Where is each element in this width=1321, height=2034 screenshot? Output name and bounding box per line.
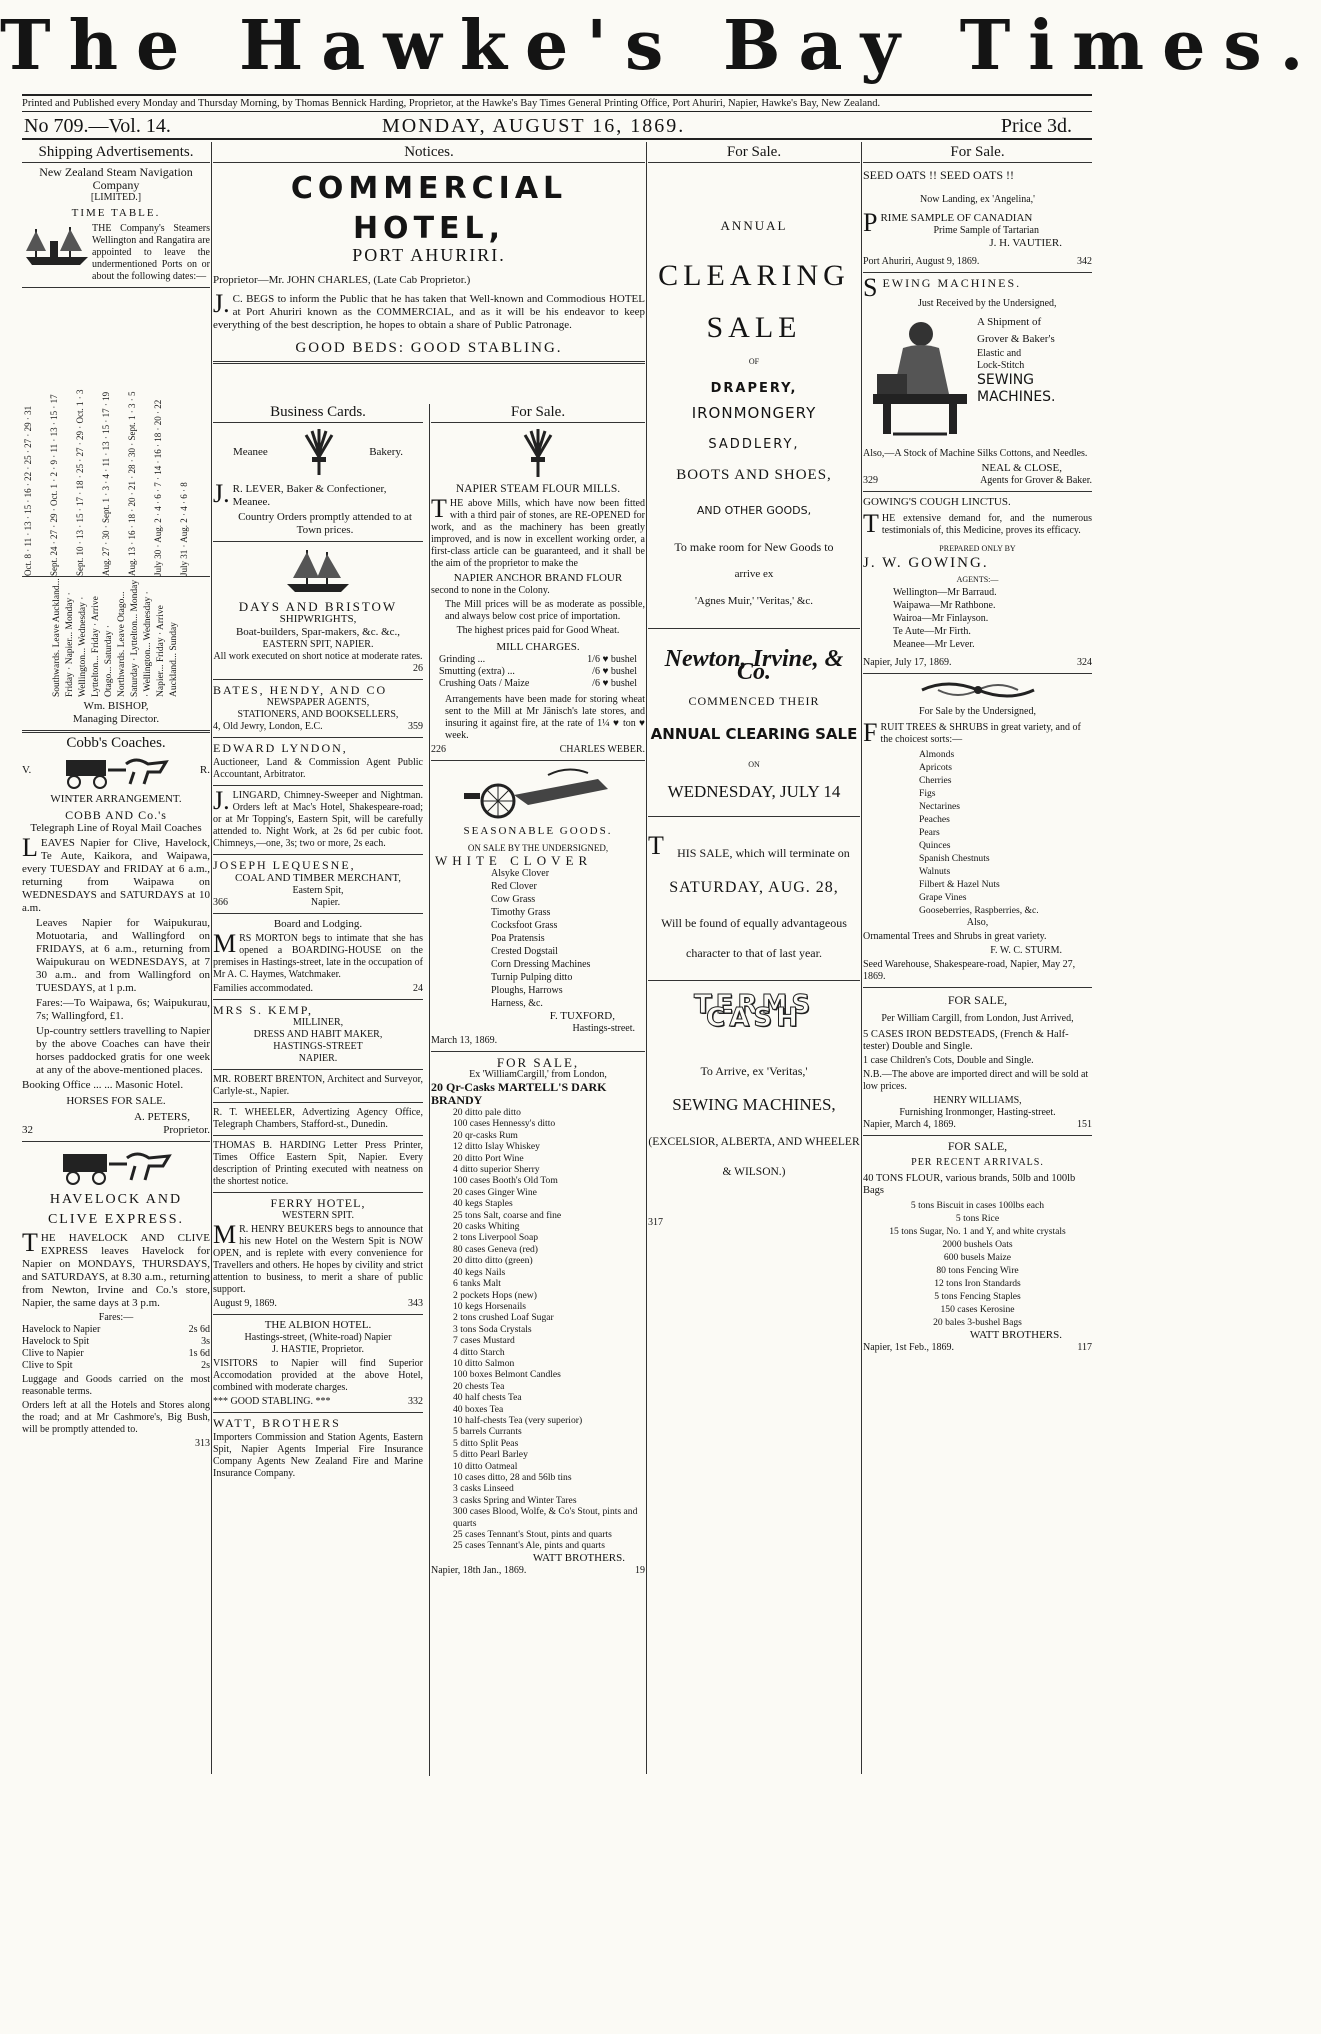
- albion-text: Hastings-street, (White-road) Napier: [244, 1332, 392, 1343]
- other-goods: AND OTHER GOODS,: [696, 504, 812, 517]
- tree-item: Walnuts: [919, 866, 951, 877]
- qr-casks: 20 Qr-Casks MARTELL'S DARK BRANDY: [431, 1080, 607, 1107]
- winter: WINTER ARRANGEMENT.: [50, 793, 182, 805]
- goods-item: 5 ditto Pearl Barley: [453, 1449, 528, 1461]
- goods-item: 3 tons Soda Crystals: [453, 1323, 532, 1335]
- hotel-proprietor: Proprietor—Mr. JOHN CHARLES, (Late Cab Proprietor.): [213, 274, 471, 286]
- goods-item: 20 casks Whiting: [453, 1221, 520, 1233]
- arrival-item: 600 busels Maize: [943, 1252, 1012, 1263]
- luggage: Luggage and Goods carried on the most reasonable terms.: [22, 1374, 210, 1397]
- goods-item: 25 tons Salt, coarse and fine: [453, 1209, 562, 1221]
- shipment: A Shipment of: [977, 316, 1042, 328]
- fare-price: 3s: [201, 1336, 210, 1347]
- issue-number: No 709.—Vol. 14.: [24, 115, 171, 137]
- goods-item: 20 ditto pale ditto: [453, 1107, 521, 1118]
- brenton: MR. ROBERT BRENTON, Architect and Surveyor, Carlyle-st., Napier.: [213, 1074, 423, 1097]
- anchor: NAPIER ANCHOR BRAND FLOUR: [453, 572, 623, 584]
- ad-date: March 13, 1869.: [431, 1035, 498, 1046]
- ferry-hotel: FERRY HOTEL,: [270, 1196, 366, 1210]
- goods-item: 12 ditto Islay Whiskey: [453, 1141, 540, 1153]
- dateline: [22, 112, 1092, 140]
- tree-item: Apricots: [919, 762, 953, 773]
- column-shipping: [22, 142, 210, 1774]
- williams: HENRY WILLIAMS,: [933, 1095, 1022, 1106]
- fare-price: 2s: [201, 1360, 210, 1371]
- days-work: All work executed on short notice at moderate rates.: [213, 651, 423, 662]
- business-cards-heading: Business Cards.: [213, 402, 423, 423]
- goods-item: 20 ditto ditto (green): [453, 1255, 533, 1267]
- timetable-col: Aug. 27 · 30 · Sept. 1 · 3 · 4 · 11 · 13 · 15 · 17 · 19: [101, 391, 111, 576]
- goods-item: 80 cases Geneva (red): [453, 1243, 538, 1255]
- ex-cargill: Ex 'WilliamCargill,' from London,: [469, 1069, 607, 1080]
- fruit-trees: FRUIT TREES & SHRUBS in great variety, and of the choicest sorts:—: [863, 718, 1081, 747]
- seed-oats: SEED OATS !! SEED OATS !!: [863, 168, 1014, 182]
- lingard: J.LINGARD, Chimney-Sweeper and Nightman. Orders left at Mac's Hotel, Shakespeare-road; or at Mr Topping's, Eastern Spit, will be carefully attended to. Night Work, at 2s 6d per cubic foot. Chimneys,—one, 3s; two or more, 2s each.: [213, 786, 423, 849]
- ornament-icon: [918, 678, 1038, 702]
- wheatsheaf-icon: [513, 427, 563, 479]
- agent-item: Wellington—Mr Barraud.: [893, 587, 997, 598]
- meanee: Meanee: [233, 445, 268, 458]
- goods-item: 40 kegs Nails: [453, 1266, 506, 1278]
- boat-builders: Boat-builders, Spar-makers, &c. &c.,: [235, 626, 401, 638]
- received: Just Received by the Undersigned,: [917, 298, 1057, 309]
- lever-text: Country Orders promptly attended to at Town prices.: [238, 511, 412, 536]
- kemp-text: MILLINER,: [292, 1017, 344, 1028]
- ships: 'Agnes Muir,' 'Veritas,' &c.: [694, 595, 814, 607]
- seed-item: Timothy Grass: [491, 907, 551, 918]
- goods-item: 100 cases Hennessy's ditto: [453, 1118, 556, 1130]
- trees-also: Also,: [966, 917, 989, 928]
- sturm: F. W. C. STURM.: [990, 945, 1062, 956]
- bedsteads: 5 CASES IRON BEDSTEADS, (French & Half-tester) Double and Single.: [863, 1029, 1069, 1052]
- havelock-heading: HAVELOCK AND CLIVE EXPRESS.: [47, 1192, 185, 1227]
- goods-item: 20 ditto Port Wine: [453, 1152, 524, 1164]
- cobb-v: V.: [22, 763, 32, 776]
- goods-item: 10 half-chests Tea (very superior): [453, 1414, 583, 1426]
- elastic: Elastic and: [977, 348, 1022, 359]
- lequesne-text: Eastern Spit,: [292, 885, 344, 896]
- steamer-icon: [22, 223, 92, 271]
- arrival-item: 20 bales 3-bushel Bags: [933, 1317, 1022, 1328]
- ad-number: 343: [408, 1298, 423, 1309]
- saturday: SATURDAY, AUG. 28,: [669, 879, 839, 896]
- tree-item: Almonds: [919, 749, 955, 760]
- bakery: Bakery.: [369, 445, 403, 458]
- seed-item: Cocksfoot Grass: [491, 920, 558, 931]
- arrival-item: 5 tons Rice: [955, 1213, 1000, 1224]
- charges-heading: MILL CHARGES.: [496, 641, 580, 653]
- fare-price: 2s 6d: [188, 1324, 210, 1335]
- make-room: To make room for New Goods to: [674, 540, 834, 554]
- fare-route: Havelock to Napier: [22, 1324, 101, 1335]
- charge-item: Grinding ...: [439, 654, 486, 665]
- timetable-text: THE Company's Steamers Wellington and Rangatira are appointed to leave the undermentioned Ports on or about the following dates:—: [92, 223, 210, 282]
- vautier: J. H. VAUTIER.: [989, 237, 1062, 249]
- lequesne-text: COAL AND TIMBER MERCHANT,: [234, 872, 402, 884]
- seed-item: Red Clover: [491, 881, 537, 892]
- ad-number: 151: [1077, 1119, 1092, 1130]
- annual: ANNUAL: [720, 218, 788, 233]
- stabling: *** GOOD STABLING. ***: [213, 1396, 331, 1407]
- morton-text: Families accommodated.: [213, 983, 313, 994]
- bates-text: 4, Old Jewry, London, E.C.: [213, 721, 323, 732]
- cough-text: THE extensive demand for, and the numerous testimonials of, this Medicine, proves its efficacy.: [863, 509, 1092, 538]
- kemp: MRS S. KEMP,: [213, 1003, 314, 1017]
- agent-item: Te Aute—Mr Firth.: [893, 626, 971, 637]
- booking: Booking Office ... ... Masonic Hotel.: [22, 1079, 184, 1091]
- wheatsheaf-icon: [294, 427, 344, 477]
- tree-item: Spanish Chestnuts: [919, 853, 990, 864]
- wednesday: WEDNESDAY, JULY 14: [667, 782, 841, 801]
- cobb-fares: Fares:—To Waipawa, 6s; Waipukurau, 7s; Wallingford, £1.: [36, 997, 210, 1022]
- seed-item: Crested Dogstail: [491, 946, 558, 957]
- machines: MACHINES.: [977, 389, 1056, 405]
- shipwrights: SHIPWRIGHTS,: [279, 613, 357, 625]
- goods-item: 5 ditto Split Peas: [453, 1437, 519, 1449]
- bates-text: STATIONERS, AND BOOKSELLERS,: [237, 709, 399, 720]
- timetable-col: July 30 · Aug. 2 · 4 · 6 · 7 · 14 · 16 · 18 · 20 · 22: [153, 399, 163, 576]
- tree-item: Peaches: [919, 814, 950, 825]
- tree-item: Cherries: [919, 775, 952, 786]
- watt-text: Importers Commission and Station Agents, Eastern Spit, Napier Agents Imperial Fire Insurance Company Agents New Zealand Fire and Marine Insurance Company.: [213, 1432, 423, 1479]
- grover: Grover & Baker's: [977, 333, 1055, 345]
- prepared: PREPARED ONLY BY: [939, 544, 1016, 553]
- morton: MRS MORTON begs to intimate that she has opened a BOARDING-HOUSE on the premises in Hastings-street, late in the occupation of Mr A. C. Haymes, Watchmaker.: [213, 929, 423, 980]
- of: OF: [748, 357, 760, 366]
- goods-item: 3 casks Linseed: [453, 1483, 514, 1495]
- eastern-spit: EASTERN SPIT, NAPIER.: [262, 639, 374, 650]
- lyndon: EDWARD LYNDON,: [213, 741, 348, 755]
- ad-number: 324: [1077, 657, 1092, 668]
- cots: 1 case Children's Cots, Double and Single.: [863, 1055, 1034, 1066]
- found-text: Will be found of equally advantageous character to that of last year.: [661, 916, 847, 960]
- fare-price: 1s 6d: [188, 1348, 210, 1359]
- goods-item: 2 tons crushed Loaf Sugar: [453, 1312, 554, 1324]
- ports-list: Southwards. Leave Auckland... Friday · Napier... Monday · Wellington... Wednesday · Lyttelton... Friday · Arrive Otago... Saturday · Northwards. Leave Otago... Saturday · Lyttelton... Monday · Wellington... Wednesday · Napier... Friday · Arrive Auckland... Sunday: [52, 578, 179, 697]
- sale: SALE: [706, 311, 802, 344]
- ad-date: Napier, March 4, 1869.: [863, 1119, 956, 1130]
- seed-item: Harness, &c.: [491, 998, 543, 1009]
- tree-item: Figs: [919, 788, 936, 799]
- seed-item: Cow Grass: [491, 894, 536, 905]
- ad-number: 26: [413, 663, 423, 674]
- for-sale: FOR SALE,: [947, 1139, 1008, 1153]
- goods-item: 10 ditto Salmon: [453, 1357, 515, 1369]
- for-sale: FOR SALE,: [496, 1055, 580, 1070]
- issue-price: Price 3d.: [1000, 115, 1072, 137]
- days-bristow: DAYS AND BRISTOW: [238, 599, 398, 614]
- on-sale: ON SALE BY THE UNDERSIGNED,: [467, 843, 609, 853]
- arrival-item: 5 tons Biscuit in cases 100lbs each: [910, 1200, 1045, 1211]
- cough-heading: GOWING'S COUGH LINCTUS.: [863, 496, 1011, 508]
- column-notices: [213, 142, 645, 1774]
- goods-item: 100 cases Booth's Old Tom: [453, 1175, 558, 1187]
- ad-number: 329: [863, 475, 878, 486]
- seed-item: Poa Pratensis: [491, 933, 545, 944]
- arrival-item: 15 tons Sugar, No. 1 and Y, and white crystals: [889, 1226, 1066, 1237]
- seed-item: Alsyke Clover: [491, 868, 550, 879]
- kemp-text: NAPIER.: [298, 1053, 338, 1064]
- ad-number: 359: [408, 721, 423, 732]
- imprint-line: Printed and Published every Monday and Thursday Morning, by Thomas Bennick Harding, Proprietor, at the Hawke's Bay Times General Printing Office, Port Ahuriri, Napier, Hawke's Bay, New Zealand.: [22, 94, 1092, 112]
- cobb-text: Up-country settlers travelling to Napier by the above Coaches can have their horses paddocked gratis for one week at any of the above-mentioned places.: [36, 1025, 210, 1076]
- masthead-title: The Hawke's Bay Times.: [0, 6, 1321, 86]
- goods-item: 10 cases ditto, 28 and 56lb tins: [453, 1472, 572, 1483]
- arrival-item: 2000 bushels Oats: [942, 1239, 1013, 1250]
- cobb-heading: Cobb's Coaches.: [66, 735, 166, 751]
- seasonable: SEASONABLE GOODS.: [463, 825, 613, 837]
- column-for-sale-4: [863, 142, 1092, 1774]
- lyndon-text: Auctioneer, Land & Commission Agent Public Accountant, Arbitrator.: [213, 757, 423, 780]
- sturm-address: Seed Warehouse, Shakespeare-road, Napier, May 27, 1869.: [863, 959, 1076, 982]
- per-cargill: Per William Cargill, from London, Just Arrived,: [881, 1013, 1074, 1024]
- anchor-text: second to none in the Colony.: [431, 585, 550, 596]
- tree-item: Filbert & Hazel Nuts: [919, 879, 1000, 890]
- arrive: arrive ex: [734, 568, 774, 580]
- sewing-heading: SEWING MACHINES.: [863, 273, 1022, 302]
- watt: WATT, BROTHERS: [213, 1416, 341, 1430]
- on: ON: [748, 760, 760, 769]
- albion-text: J. HASTIE, Proprietor.: [272, 1344, 364, 1355]
- tuxford: F. TUXFORD,: [549, 1010, 615, 1022]
- sewing-woman-icon: [863, 314, 973, 444]
- cobb-text: Leaves Napier for Waipukurau, Motuotaria, and Wallingford on FRIDAYS, at 6 a.m., returning from Waipukurau on WEDNESDAYS, at 7 30 a.m.. and from Wallingford on TUESDAYS, at 1 p.m.: [36, 917, 210, 994]
- to-arrive: To Arrive, ex 'Veritas,': [700, 1064, 808, 1078]
- lock-stitch: Lock-Stitch: [977, 360, 1025, 371]
- ad-date: Port Ahuriri, August 9, 1869.: [863, 256, 980, 267]
- wheeler: R. T. WHEELER, Advertizing Agency Office, Telegraph Chambers, Stafford-st., Dunedin.: [213, 1107, 423, 1130]
- issue-date: MONDAY, AUGUST 16, 1869.: [382, 115, 686, 137]
- agents-heading: AGENTS:—: [956, 575, 999, 584]
- gowing: J. W. GOWING.: [863, 555, 989, 571]
- lequesne: JOSEPH LEQUESNE,: [213, 858, 356, 872]
- ferry-text: WESTERN SPIT.: [281, 1210, 355, 1221]
- column-heading: For Sale.: [648, 142, 860, 163]
- good-beds: GOOD BEDS: GOOD STABLING.: [295, 340, 563, 356]
- ad-number: 332: [408, 1396, 423, 1407]
- landing: Now Landing, ex 'Angelina,': [920, 194, 1035, 205]
- arrangements: Arrangements have been made for storing wheat sent to the Mill at Mr Jänisch's late stores, and insuring it against fire, at the rate of 1¼ ♥ ton ♥ week.: [445, 694, 645, 741]
- goods-list: [431, 1107, 645, 1552]
- mill-prices: The Mill prices will be as moderate as possible, and always below cost price of importation.: [445, 599, 645, 622]
- column-heading: For Sale.: [863, 142, 1092, 163]
- ad-number: 226: [431, 744, 446, 755]
- fare-route: Havelock to Spit: [22, 1336, 90, 1347]
- havelock-text: THE HAVELOCK AND CLIVE EXPRESS leaves Havelock for Napier on MONDAYS, THURSDAYS, and SATURDAYS, at 8.30 a.m., returning from Newton, Irvine and Co.'s store, Napier, the same days at 3 p.m.: [22, 1228, 210, 1309]
- goods-item: 25 cases Tennant's Stout, pints and quarts: [453, 1529, 612, 1541]
- neal-text: Agents for Grover & Baker.: [980, 475, 1092, 486]
- mills-text: THE above Mills, which have now been fitted with a third pair of stones, are RE-OPENED for work, and as the machinery has been greatly improved, and is now in excellent working order, a first-class article can be guaranteed, and it shall be the aim of the proprietor to make the: [431, 494, 645, 569]
- ad-date: August 9, 1869.: [213, 1298, 277, 1309]
- tuxford-text: Hastings-street.: [572, 1023, 635, 1034]
- column-heading: Notices.: [213, 142, 645, 163]
- harding: THOMAS B. HARDING Letter Press Printer, Times Office Eastern Spit, Napier. Every description of Printing executed with neatness on the shortest notice.: [213, 1140, 423, 1187]
- highest-prices: The highest prices paid for Good Wheat.: [456, 625, 620, 636]
- williams-text: Furnishing Ironmonger, Hasting-street.: [899, 1107, 1056, 1118]
- bates: BATES, HENDY, AND CO: [213, 683, 388, 697]
- ad-number: 313: [195, 1438, 210, 1449]
- goods-item: 300 cases Blood, Wolfe, & Co's Stout, pints and quarts: [453, 1506, 638, 1529]
- white-clover: WHITE CLOVER: [435, 853, 593, 868]
- royal-mail: Telegraph Line of Royal Mail Coaches: [30, 822, 202, 834]
- nb: N.B.—The above are imported direct and will be sold at low prices.: [863, 1069, 1089, 1092]
- hotel-text: J.C. BEGS to inform the Public that he has taken that Well-known and Commodious HOTEL at Port Ahuriri known as the COMMERCIAL, and as it will be his endeavor to keep everything of the best description, he hopes to obtain a share of Public Patronage.: [213, 289, 645, 331]
- timetable-col: Aug. 13 · 16 · 18 · 20 · 21 · 28 · 30 · Sept. 1 · 3 · 5: [127, 391, 137, 576]
- for-sale-heading: For Sale.: [431, 402, 645, 423]
- fare-route: Clive to Napier: [22, 1348, 84, 1359]
- lever: J.R. LEVER, Baker & Confectioner, Meanee.: [213, 479, 387, 508]
- charge-price: /6 ♥ bushel: [592, 666, 637, 677]
- seed-item: Corn Dressing Machines: [491, 959, 591, 970]
- tartarian: Prime Sample of Tartarian: [933, 225, 1039, 236]
- beukers: MR. HENRY BEUKERS begs to announce that his new Hotel on the Western Spit is NOW OPEN, and is replete with every convenience for Travellers and others. He hopes by civility and strict attention to business, to merit a share of public support.: [213, 1220, 423, 1295]
- coach-icon: [56, 750, 176, 790]
- ad-number: 317: [648, 1217, 663, 1228]
- ad-number: 366: [213, 897, 228, 908]
- nz-company: New Zealand Steam Navigation Company: [39, 165, 193, 192]
- ship-icon: [283, 546, 353, 596]
- albion: THE ALBION HOTEL.: [264, 1319, 372, 1331]
- fare-route: Clive to Spit: [22, 1360, 73, 1371]
- drapery: DRAPERY,: [710, 381, 798, 396]
- goods-item: 4 ditto superior Sherry: [453, 1164, 540, 1176]
- cobb-co: COBB AND Co.'s: [65, 808, 167, 822]
- seed-item: Turnip Pulping ditto: [491, 972, 573, 983]
- ad-number: 24: [413, 983, 423, 994]
- timetable-col: Oct. 8 · 11 · 13 · 15 · 16 · 22 · 25 · 27 · 29 · 31: [23, 405, 33, 576]
- arrival-item: 12 tons Iron Standards: [934, 1278, 1021, 1289]
- goods-item: 7 cases Mustard: [453, 1335, 515, 1347]
- horses: HORSES FOR SALE.: [66, 1095, 166, 1107]
- boots: BOOTS AND SHOES,: [676, 467, 832, 483]
- fares-heading: Fares:—: [98, 1312, 134, 1323]
- goods-item: 6 tanks Malt: [453, 1278, 501, 1290]
- newton-irvine: Newton, Irvine, & Co.: [664, 646, 844, 685]
- visitors: VISITORS to Napier will find Superior Accomodation provided at the above Hotel, combined with moderate charges.: [213, 1358, 423, 1393]
- this-sale: THIS SALE, which will terminate on: [648, 831, 850, 860]
- ad-number: 342: [1077, 256, 1092, 267]
- ad-number: 19: [635, 1564, 645, 1576]
- terms-cash: TERMS CASH: [693, 990, 815, 1033]
- ad-number: 32: [22, 1124, 33, 1136]
- goods-item: 10 ditto Oatmeal: [453, 1460, 518, 1472]
- goods-item: 3 casks Spring and Winter Tares: [453, 1494, 577, 1506]
- goods-item: 100 boxes Belmont Candles: [453, 1369, 561, 1381]
- ad-date: Napier, 1st Feb., 1869.: [863, 1342, 954, 1353]
- sewing-machines: SEWING MACHINES,: [672, 1095, 836, 1114]
- reaping-machine-icon: [458, 765, 618, 821]
- recent-arrivals: PER RECENT ARRIVALS.: [911, 1157, 1044, 1168]
- tree-item: Grape Vines: [919, 892, 967, 903]
- bishop: Wm. BISHOP,: [83, 700, 149, 712]
- tree-item: Pears: [919, 827, 940, 838]
- goods-item: 5 barrels Currants: [453, 1426, 522, 1438]
- bates-text: NEWSPAPER AGENTS,: [266, 697, 370, 708]
- goods-item: 20 cases Ginger Wine: [453, 1186, 537, 1198]
- goods-item: 40 half chests Tea: [453, 1392, 522, 1404]
- neal-close: NEAL & CLOSE,: [981, 462, 1062, 474]
- sewing: SEWING: [977, 372, 1035, 388]
- hotel-title: COMMERCIAL HOTEL,: [290, 171, 568, 246]
- agent-item: Wairoa—Mr Finlayson.: [893, 613, 989, 624]
- kemp-text: DRESS AND HABIT MAKER,: [253, 1029, 383, 1040]
- charge-item: Smutting (extra) ...: [439, 666, 515, 677]
- bishop-title: Managing Director.: [72, 713, 160, 725]
- peters-title: Proprietor.: [163, 1124, 210, 1136]
- goods-item: 20 chests Tea: [453, 1380, 505, 1392]
- timetable-title: TIME TABLE.: [71, 207, 161, 219]
- column-for-sale-3: [648, 142, 860, 1774]
- tree-item: Nectarines: [919, 801, 961, 812]
- goods-item: 10 kegs Horsenails: [453, 1300, 527, 1312]
- annual-clearing-sale: ANNUAL CLEARING SALE: [650, 725, 858, 743]
- for-sale: FOR SALE,: [947, 993, 1008, 1007]
- board-lodging: Board and Lodging.: [273, 918, 363, 930]
- kemp-text: HASTINGS-STREET: [273, 1041, 363, 1052]
- timetable-col: Sept. 10 · 13 · 15 · 17 · 18 · 25 · 27 · 29 · Oct. 1 · 3: [75, 389, 85, 576]
- goods-item: 2 pockets Hops (new): [453, 1289, 537, 1301]
- brands: (EXCELSIOR, ALBERTA, AND WHEELER & WILSON.): [648, 1136, 860, 1178]
- seed-item: Ploughs, Harrows: [491, 985, 563, 996]
- arrival-item: 150 cases Kerosine: [940, 1304, 1015, 1315]
- commenced: COMMENCED THEIR: [688, 694, 820, 708]
- watt-brothers: WATT BROTHERS.: [969, 1329, 1062, 1341]
- flour: 40 TONS FLOUR, various brands, 50lb and 100lb Bags: [863, 1173, 1076, 1196]
- goods-item: 4 ditto Starch: [453, 1346, 505, 1358]
- arrival-item: 80 tons Fencing Wire: [936, 1265, 1019, 1276]
- watt-brothers: WATT BROTHERS.: [532, 1551, 625, 1564]
- goods-item: 2 tons Liverpool Soap: [453, 1232, 539, 1244]
- tree-item: Quinces: [919, 840, 951, 851]
- tree-item: Gooseberries, Raspberries, &c.: [919, 905, 1039, 916]
- charge-price: /6 ♥ bushel: [592, 678, 637, 689]
- cobb-text: LEAVES Napier for Clive, Havelock, Te Aute, Kaikora, and Waipawa, every TUESDAY and FRIDAY at 6 a.m., returning from Waipawa on WEDNESDAYS and SATURDAYS at 10 a.m.: [22, 833, 210, 914]
- ornamental: Ornamental Trees and Shrubs in great variety.: [863, 931, 1047, 942]
- goods-item: 20 qr-casks Rum: [453, 1129, 518, 1141]
- clearing: CLEARING: [658, 259, 850, 292]
- cobb-r: R.: [199, 763, 210, 776]
- ad-date: Napier, July 17, 1869.: [863, 657, 952, 668]
- timetable-col: July 31 · Aug. 2 · 4 · 6 · 8: [179, 482, 189, 576]
- goods-item: 40 kegs Staples: [453, 1198, 513, 1210]
- timetable-col: Sept. 24 · 27 · 29 · Oct. 1 · 2 · 9 · 11 · 13 · 15 · 17: [49, 394, 59, 576]
- lequesne-text: Napier.: [310, 897, 341, 908]
- also-stock: Also,—A Stock of Machine Silks Cottons, and Needles.: [863, 448, 1088, 459]
- ad-number: 117: [1077, 1342, 1092, 1353]
- goods-item: 25 cases Tennant's Ale, pints and quarts: [453, 1540, 605, 1552]
- orders: Orders left at all the Hotels and Stores along the road; and at Mr Cashmore's, Big Bush, will be promptly attended to.: [22, 1400, 210, 1435]
- peters: A. PETERS,: [134, 1111, 190, 1123]
- hotel-port: PORT AHURIRI.: [352, 245, 506, 265]
- mills-heading: NAPIER STEAM FLOUR MILLS.: [455, 483, 621, 495]
- saddlery: SADDLERY,: [708, 437, 800, 452]
- ironmongery: IRONMONGERY: [691, 404, 817, 422]
- weber: CHARLES WEBER.: [559, 744, 645, 755]
- arrival-item: 5 tons Fencing Staples: [934, 1291, 1021, 1302]
- ad-date: Napier, 18th Jan., 1869.: [431, 1564, 527, 1576]
- agent-item: Meanee—Mr Lever.: [893, 639, 975, 650]
- charge-price: 1/6 ♥ bushel: [587, 654, 637, 665]
- coach-icon: [51, 1146, 181, 1186]
- agent-item: Waipawa—Mr Rathbone.: [893, 600, 996, 611]
- limited: [LIMITED.]: [90, 192, 142, 203]
- column-heading: Shipping Advertisements.: [22, 142, 210, 163]
- prime-sample: PRIME SAMPLE OF CANADIAN: [863, 208, 1033, 237]
- charge-item: Crushing Oats / Maize: [439, 678, 530, 689]
- sturm-heading: For Sale by the Undersigned,: [919, 706, 1036, 717]
- goods-item: 40 boxes Tea: [453, 1403, 504, 1415]
